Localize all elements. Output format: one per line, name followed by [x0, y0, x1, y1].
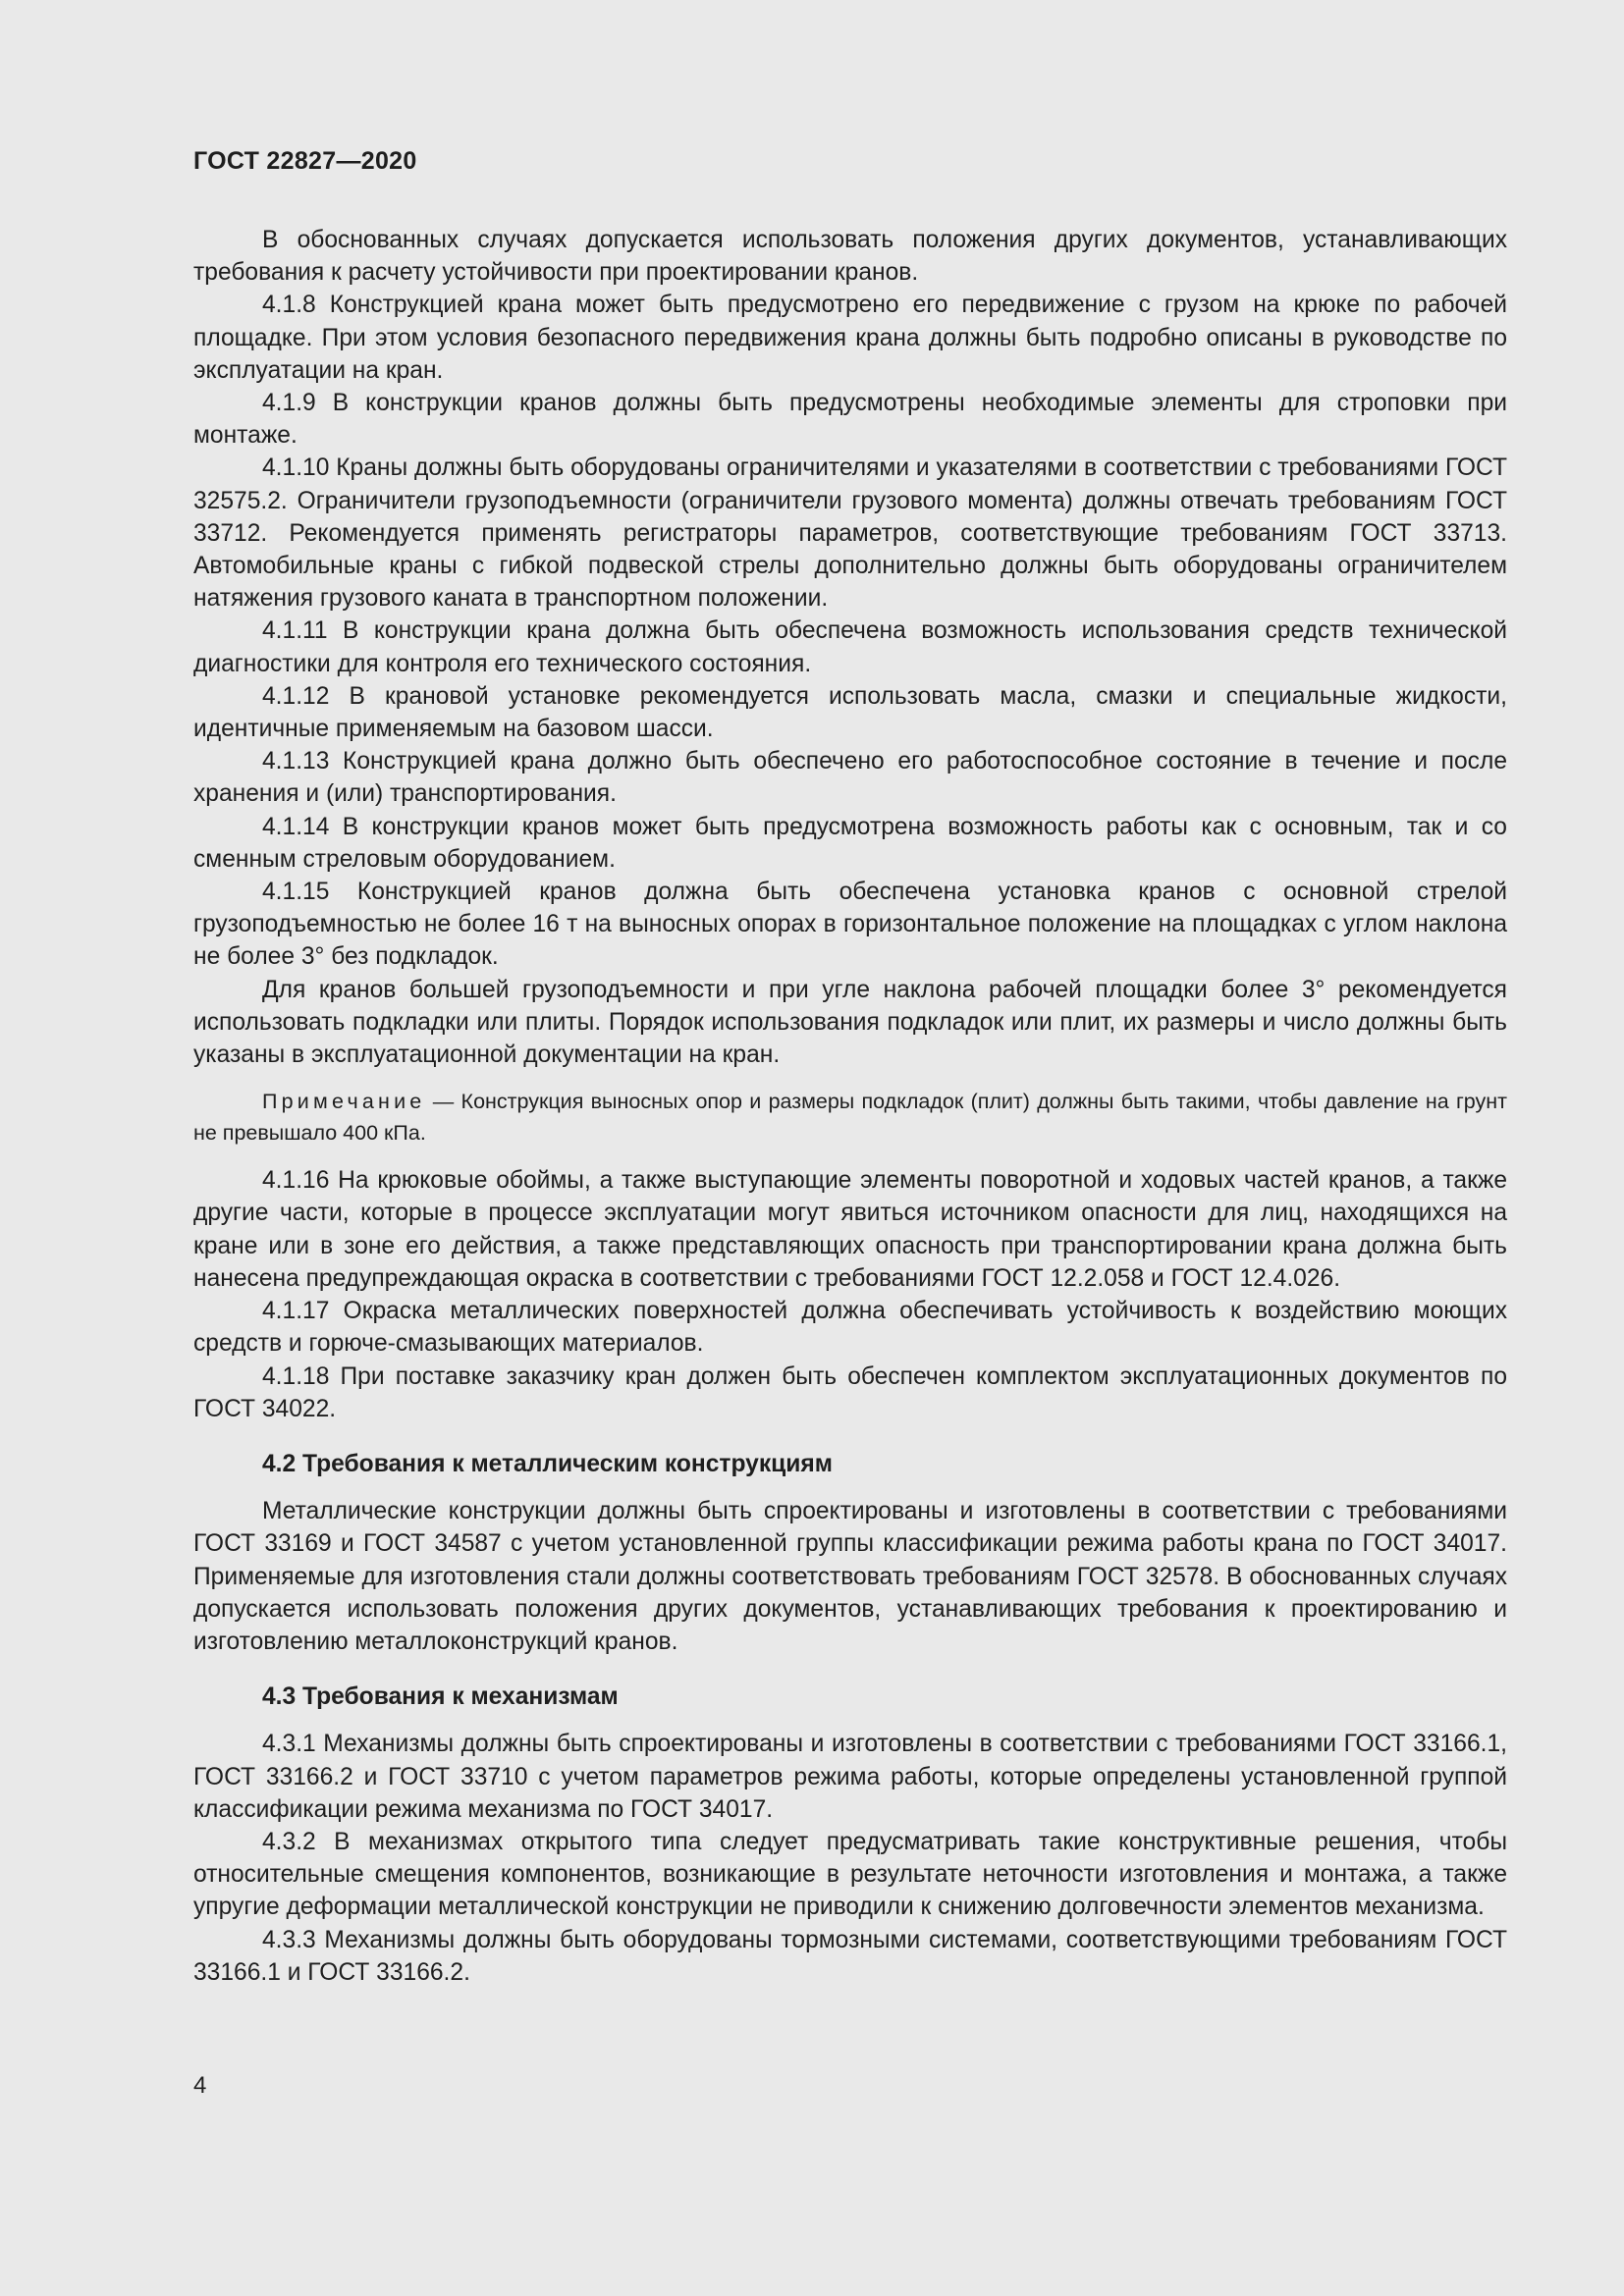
- paragraph-4-1-12: 4.1.12 В крановой установке рекомендуется использовать масла, смазки и специальные жидкости, идентичные применяемым на базовом шасси.: [193, 682, 1507, 743]
- document-body: [193, 224, 1507, 1989]
- paragraph-4-1-11: 4.1.11 В конструкции крана должна быть обеспечена возможность использования средств технической диагностики для контроля его технического состояния.: [193, 617, 1507, 677]
- section-heading-4-3: 4.3 Требования к механизмам: [262, 1683, 619, 1711]
- paragraph-4-1-14: 4.1.14 В конструкции кранов может быть предусмотрена возможность работы как с основным, так и со сменным стреловым оборудованием.: [193, 813, 1507, 873]
- paragraph-4-3-1: 4.3.1 Механизмы должны быть спроектированы и изготовлены в соответствии с требованиями ГОСТ 33166.1, ГОСТ 33166.2 и ГОСТ 33710 с учетом параметров режима работы, которые определены установленной группой классификации режима механизма по ГОСТ 34017.: [193, 1731, 1507, 1823]
- note-text: — Конструкция выносных опор и размеры подкладок (плит) должны быть такими, чтобы давление на грунт не превышало 400 кПа.: [193, 1090, 1507, 1146]
- paragraph-4-1-16: 4.1.16 На крюковые обоймы, а также выступающие элементы поворотной и ходовых частей кранов, а также другие части, которые в процессе эксплуатации могут явиться источником опасности для лиц, находящихся на кране или в зоне его действия, а также представляющих опасность при транспортировании крана должна быть нанесена предупреждающая окраска в соответствии с требованиями ГОСТ 12.2.058 и ГОСТ 12.4.026.: [193, 1167, 1507, 1292]
- document-header: ГОСТ 22827—2020: [193, 147, 417, 175]
- paragraph-4-1-8: 4.1.8 Конструкцией крана может быть предусмотрено его передвижение с грузом на крюке по рабочей площадке. При этом условия безопасного передвижения крана должны быть подробно описаны в руководстве по эксплуатации на кран.: [193, 292, 1507, 384]
- paragraph-4-3-3: 4.3.3 Механизмы должны быть оборудованы тормозными системами, соответствующими требованиям ГОСТ 33166.1 и ГОСТ 33166.2.: [193, 1926, 1507, 1986]
- note: [193, 1086, 1507, 1148]
- paragraph-4-1-9: 4.1.9 В конструкции кранов должны быть предусмотрены необходимые элементы для строповки при монтаже.: [193, 390, 1507, 450]
- section-heading-4-2: 4.2 Требования к металлическим конструкциям: [262, 1450, 833, 1477]
- paragraph-4-1-17: 4.1.17 Окраска металлических поверхностей должна обеспечивать устойчивость к воздействию моющих средств и горюче-смазывающих материалов.: [193, 1298, 1507, 1358]
- paragraph-4-1-10: 4.1.10 Краны должны быть оборудованы ограничителями и указателями в соответствии с требованиями ГОСТ 32575.2. Ограничители грузоподъемности (ограничители грузового момента) должны отвечать требованиям ГОСТ 33712. Рекомендуется применять регистраторы параметров, соответствующие требованиям ГОСТ 33713. Автомобильные краны с гибкой подвеской стрелы дополнительно должны быть оборудованы ограничителем натяжения грузового каната в транспортном положении.: [193, 454, 1507, 613]
- paragraph-intro: В обоснованных случаях допускается использовать положения других документов, устанавливающих требования к расчету устойчивости при проектировании кранов.: [193, 227, 1507, 287]
- paragraph-4-1-18: 4.1.18 При поставке заказчику кран должен быть обеспечен комплектом эксплуатационных документов по ГОСТ 34022.: [193, 1362, 1507, 1422]
- paragraph-4-1-13: 4.1.13 Конструкцией крана должно быть обеспечено его работоспособное состояние в течение и после хранения и (или) транспортирования.: [193, 748, 1507, 808]
- paragraph-4-1-15: 4.1.15 Конструкцией кранов должна быть обеспечена установка кранов с основной стрелой грузоподъемностью не более 16 т на выносных опорах в горизонтальное положение на площадках с углом наклона не более 3° без подкладок.: [193, 879, 1507, 971]
- paragraph-4-3-2: 4.3.2 В механизмах открытого типа следует предусматривать такие конструктивные решения, чтобы относительные смещения компонентов, возникающие в результате неточности изготовления и монтажа, а также упругие деформации металлической конструкции не приводили к снижению долговечности элементов механизма.: [193, 1828, 1507, 1921]
- note-label: Примечание: [262, 1090, 426, 1114]
- paragraph-4-1-15-cont: Для кранов большей грузоподъемности и при угле наклона рабочей площадки более 3° рекомендуется использовать подкладки или плиты. Порядок использования подкладок или плит, их размеры и число должны быть указаны в эксплуатационной документации на кран.: [193, 976, 1507, 1069]
- page-number: 4: [193, 2072, 207, 2099]
- paragraph-4-2: Металлические конструкции должны быть спроектированы и изготовлены в соответствии с требованиями ГОСТ 33169 и ГОСТ 34587 с учетом установленной группы классификации режима работы крана по ГОСТ 34017. Применяемые для изготовления стали должны соответствовать требованиям ГОСТ 32578. В обоснованных случаях допускается использовать положения других документов, устанавливающих требования к проектированию и изготовлению металлоконструкций кранов.: [193, 1498, 1507, 1655]
